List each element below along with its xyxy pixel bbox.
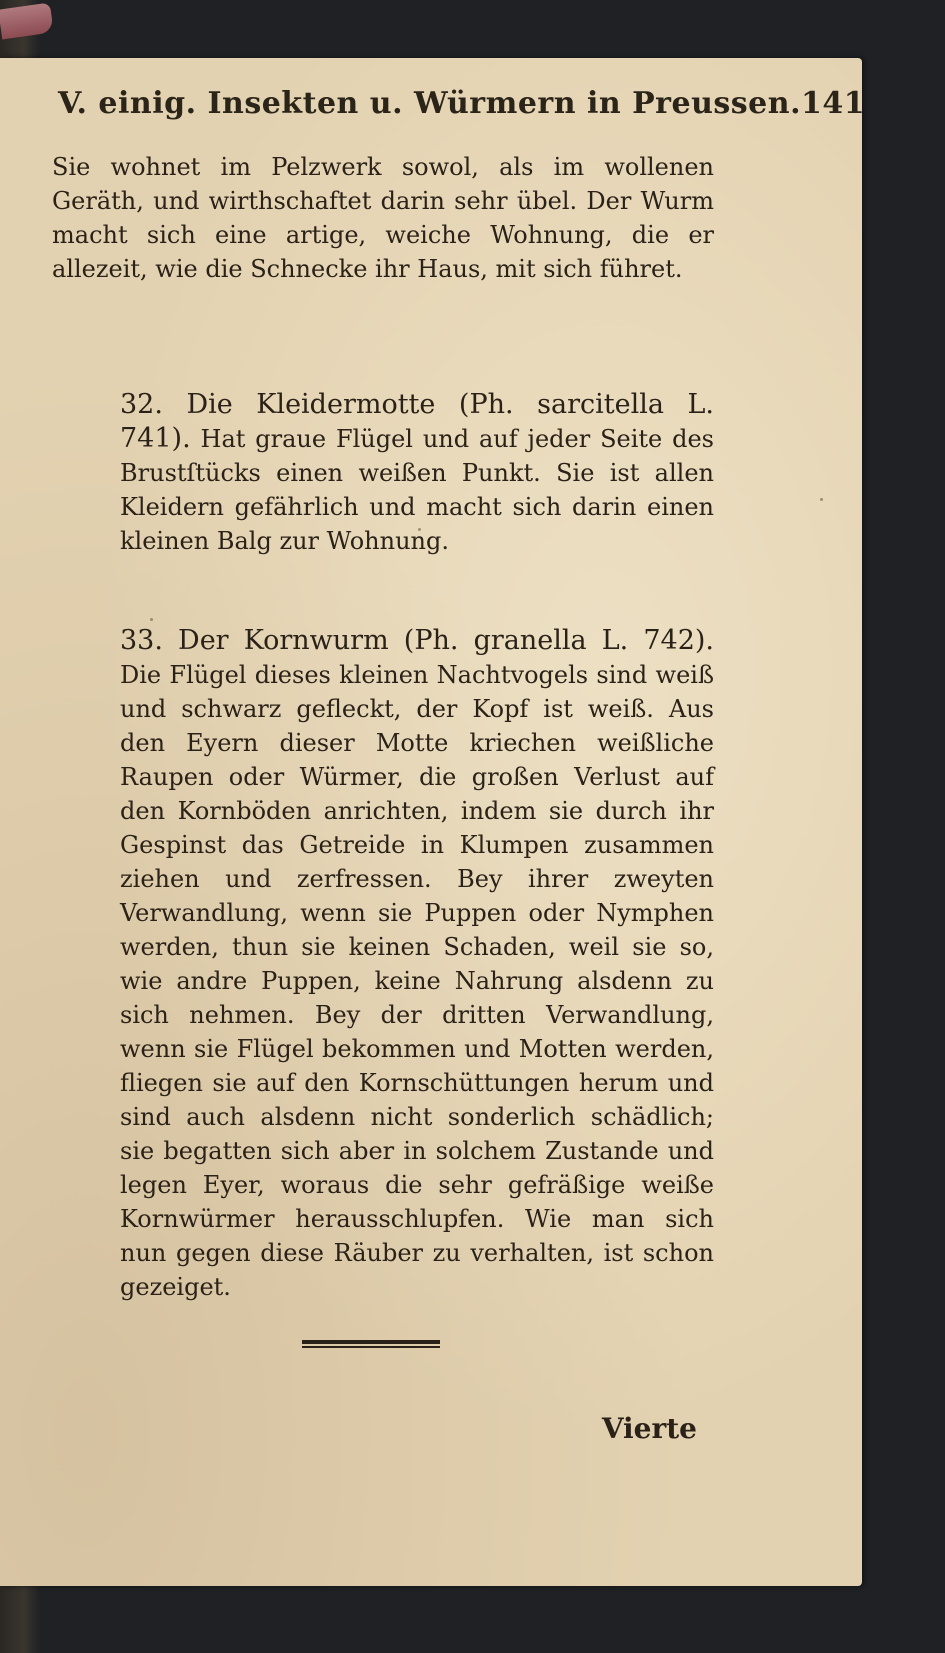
paragraph-text: Sie wohnet im Pelzwerk sowol, als im wollenen Geräth, und wirthschaftet darin sehr übel. Der Wurm macht sich eine artige, weiche Wohnung, die er allezeit, wie die Schnecke ihr Haus, mit sich führet. (52, 153, 714, 283)
paper-speck (150, 618, 153, 621)
section-body: Die Flügel dieses kleinen Nachtvogels sind weiß und schwarz gefleckt, der Kopf ist weiß. Aus den Eyern dieser Motte kriechen weißliche Raupen oder Würmer, die großen Verlust auf den Kornböden anrichten, indem sie durch ihr Gespinst das Getreide in Klumpen zusammen ziehen und zerfressen. Bey ihrer zweyten Verwandlung, wenn sie Puppen oder Nymphen werden, thun sie keinen Schaden, weil sie so, wie andre Puppen, keine Nahrung alsdenn zu sich nehmen. Bey der dritten Verwandlung, wenn sie Flügel bekommen und Motten werden, fliegen sie auf den Kornschüttungen herum und sind auch alsdenn nicht sonderlich schädlich; sie begatten sich aber in solchem Zustande und legen Eyer, woraus die sehr gefräßige weiße Kornwürmer herausschlupfen. Wie man sich nun gegen diese Räuber zu verhalten, ist schon gezeiget. (120, 661, 714, 1301)
section-33 (52, 624, 714, 1304)
ornament-rule (302, 1340, 440, 1348)
catchword: Vierte (601, 1412, 697, 1445)
paper-speck (820, 498, 823, 501)
binding-ribbon (0, 3, 54, 40)
section-32 (52, 388, 714, 558)
opening-paragraph (52, 150, 714, 286)
section-heading: 33. Der Kornwurm (Ph. granella L. 742). (120, 625, 714, 656)
running-head-title: V. einig. Insekten u. Würmern in Preussen. (58, 86, 802, 121)
section-body: Hat graue Flügel und auf jeder Seite des Brustſtücks einen weißen Punkt. Sie ist allen Kleidern gefährlich und macht sich darin einen kleinen Balg zur Wohnung. (120, 425, 714, 555)
page-number: 141 (801, 86, 866, 121)
running-head (58, 86, 866, 138)
section-heading: 32. Die Kleidermotte (Ph. sarcitella L. 741). (120, 389, 714, 454)
